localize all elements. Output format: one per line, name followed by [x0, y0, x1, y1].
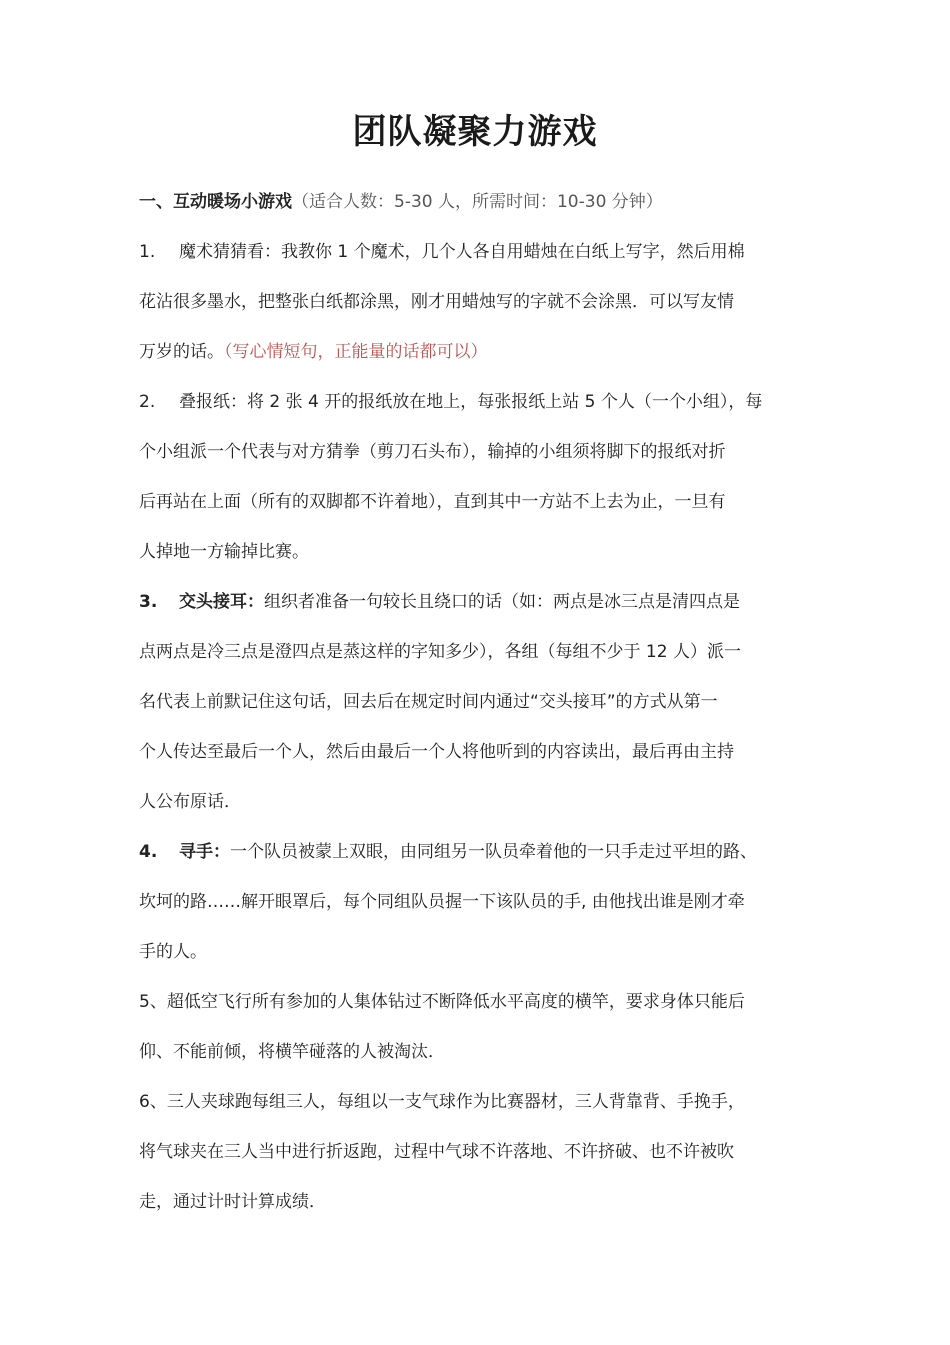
list-item-text: 叠报纸：将 2 张 4 开的报纸放在地上，每张报纸上站 5 个人（一个小组），每	[179, 392, 763, 412]
list-item-6-line-3: 走，通过计时计算成绩．	[139, 1192, 326, 1212]
list-item-number: 4.	[139, 842, 158, 862]
list-item-1-line-2: 花沾很多墨水，把整张白纸都涂黑，刚才用蜡烛写的字就不会涂黑．可以写友情	[139, 292, 734, 312]
list-item-3-line-4: 个人传达至最后一个人，然后由最后一个人将他听到的内容读出，最后再由主持	[139, 742, 734, 762]
list-item-4-line-2: 坎坷的路……解开眼罩后，每个同组队员握一下该队员的手, 由他找出谁是刚才牵	[139, 892, 745, 912]
list-item-4-line-1	[139, 827, 829, 877]
section-heading-note: （适合人数：5-30 人，所需时间：10-30 分钟）	[292, 192, 663, 212]
list-item-2-line-4: 人掉地一方输掉比赛。	[139, 542, 309, 562]
document-title: 团队凝聚力游戏	[352, 112, 598, 152]
list-item-text: 一个队员被蒙上双眼，由同组另一队员牵着他的一只手走过平坦的路、	[230, 842, 757, 862]
list-item-2-line-1	[139, 377, 829, 427]
list-item-3-line-1	[139, 577, 829, 627]
list-item-number: 5、	[139, 992, 167, 1012]
list-item-5-line-2: 仰、不能前倾，将横竿碰落的人被淘汰．	[139, 1042, 445, 1062]
list-item-1-line-1	[139, 227, 829, 277]
list-item-2-line-2: 个小组派一个代表与对方猜拳（剪刀石头布），输掉的小组须将脚下的报纸对折	[139, 442, 726, 462]
list-item-number: 1.	[139, 242, 156, 262]
list-item-text: 魔术猜猜看：我教你 1 个魔术，几个人各自用蜡烛在白纸上写字，然后用棉	[179, 242, 745, 262]
list-item-bold-lead: 寻手：	[179, 842, 230, 862]
list-item-5-line-1	[139, 977, 829, 1027]
list-item-text: 组织者准备一句较长且绕口的话（如：两点是冰三点是清四点是	[264, 592, 740, 612]
list-item-3-line-5: 人公布原话．	[139, 792, 241, 812]
list-item-number: 2.	[139, 392, 156, 412]
list-item-number: 3.	[139, 592, 158, 612]
list-item-6-line-2: 将气球夹在三人当中进行折返跑，过程中气球不许落地、不许挤破、也不许被吹	[139, 1142, 734, 1162]
list-item-3-line-3: 名代表上前默记住这句话，回去后在规定时间内通过“交头接耳”的方式从第一	[139, 692, 718, 712]
document-body	[139, 177, 829, 1227]
list-item-4-line-3: 手的人。	[139, 942, 207, 962]
section-heading	[139, 177, 829, 227]
list-item-2-line-3: 后再站在上面（所有的双脚都不许着地），直到其中一方站不上去为止，一旦有	[139, 492, 726, 512]
list-item-text: 三人夹球跑每组三人，每组以一支气球作为比赛器材，三人背靠背、手挽手，	[166, 1092, 745, 1112]
section-heading-text: 一、互动暖场小游戏	[139, 192, 292, 212]
red-annotation: （写心情短句，正能量的话都可以）	[224, 342, 488, 362]
list-item-3-line-2: 点两点是冷三点是澄四点是蒸这样的字知多少），各组（每组不少于 12 人）派一	[139, 642, 741, 662]
list-item-bold-lead: 交头接耳：	[179, 592, 264, 612]
list-item-text: 万岁的话。	[139, 342, 224, 362]
list-item-text: 超低空飞行所有参加的人集体钻过不断降低水平高度的横竿，要求身体只能后	[166, 992, 745, 1012]
list-item-6-line-1	[139, 1077, 829, 1127]
list-item-1-line-3	[139, 327, 829, 377]
list-item-number: 6、	[139, 1092, 167, 1112]
